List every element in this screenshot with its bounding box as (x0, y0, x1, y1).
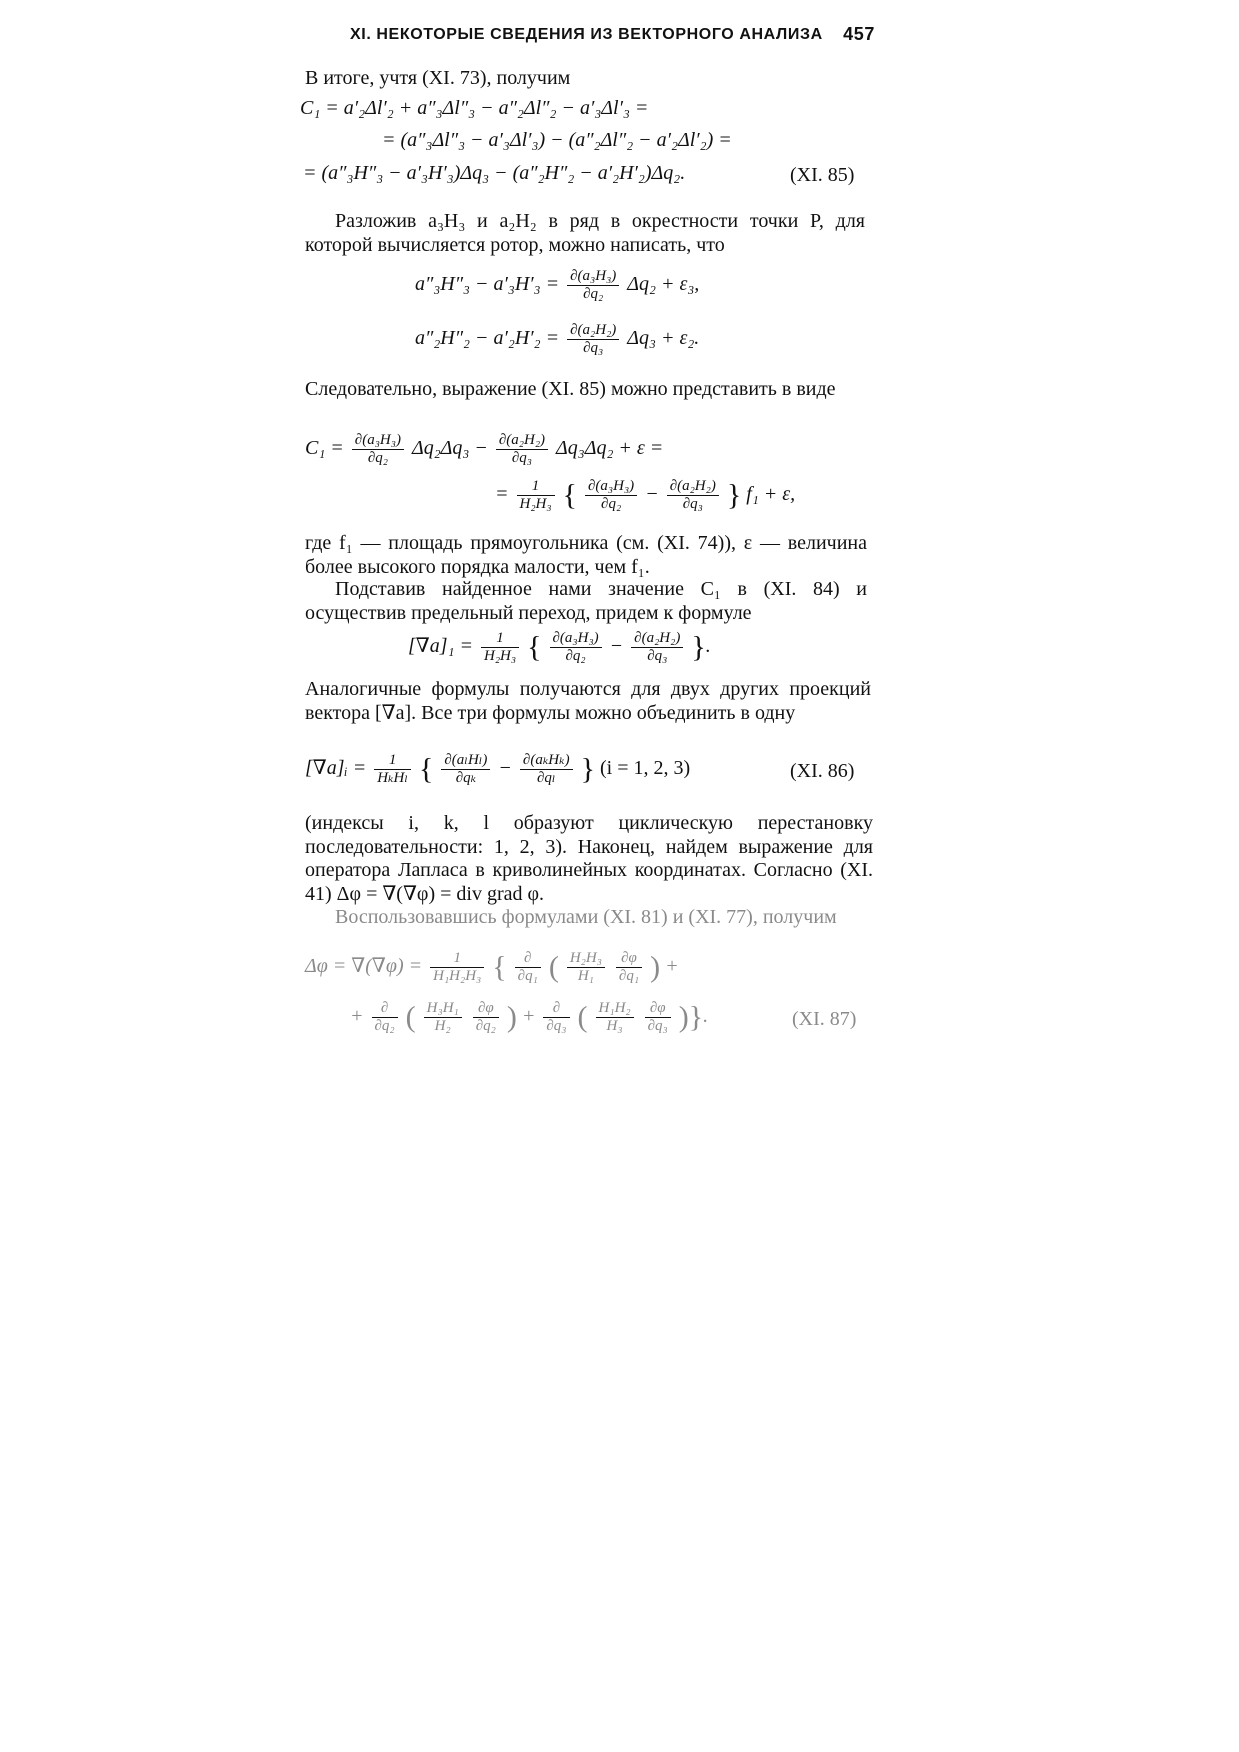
chapter-title: XI. НЕКОТОРЫЕ СВЕДЕНИЯ ИЗ ВЕКТОРНОГО АНАЛИЗА (350, 26, 823, 43)
equation-85-line-2: = (a″₃Δl″₃ − a′₃Δl′₃) − (a″₂Δl″₂ − a′₂Δl′₂) = (382, 129, 732, 151)
paragraph-substitution: Подставив найденное нами значение C₁ в (XI. 84) и осуществив предельный переход, придем к формуле (305, 578, 867, 624)
equation-87-line-2: + $\frac{\partial}{\text{∂q₂}}$ ( $\frac{\text{H₃H₁}}{\text{H₂}}$ $\frac{\partial\varphi}{\text{∂q₂}}$ ) + $\frac{\partial}{\text{∂q₃}}$ ( $\frac{\text{H₁H₂}}{\text{H₃}}$ $\frac{\partial\varphi}{\text{∂q₃}}$ )}. (350, 1000, 709, 1034)
equation-87-number: (XI. 87) (792, 1008, 857, 1030)
equation-a-right: Δq₂ + ε₃, (627, 273, 700, 296)
equation-85-line-3: = (a″₃H″₃ − a′₃H′₃)Δq₃ − (a″₂H″₂ − a′₂H′₂)Δq₂. (303, 162, 686, 184)
equation-86-number: (XI. 86) (790, 760, 855, 782)
running-header (350, 22, 875, 48)
equation-b-fraction: $\frac{\text{∂(a₂H₂)}}{\text{∂q₃}}$ (567, 322, 619, 357)
equation-a-left: a″₃H″₃ − a′₃H′₃ = (415, 273, 560, 296)
equation-b (415, 322, 699, 357)
equation-b-right: Δq₃ + ε₂. (627, 327, 700, 350)
intro-line: В итоге, учтя (XI. 73), получим (305, 67, 571, 89)
equation-a-fraction: $\frac{\text{∂(a₃H₃)}}{\text{∂q₂}}$ (567, 268, 619, 303)
equation-b-left: a″₂H″₂ − a′₂H′₂ = (415, 327, 560, 350)
equation-a (415, 268, 699, 303)
paragraph-using-formulas: Воспользовавшись формулами (XI. 81) и (XI. 77), получим (335, 906, 837, 928)
equation-85-number: (XI. 85) (790, 164, 855, 186)
paragraph-analogous: Аналогичные формулы получаются для двух других проекций вектора [∇a]. Все три формулы можно объединить в одну (305, 678, 871, 724)
equation-85-line-1: C₁ = a′₂Δl′₂ + a″₃Δl″₃ − a″₂Δl″₂ − a′₃Δl′₃ = (300, 97, 649, 119)
paragraph-therefore: Следовательно, выражение (XI. 85) можно представить в виде (305, 378, 836, 400)
equation-c-line-2: = $\frac{1}{\text{H₂H₃}}$ { $\frac{\text{∂(a₃H₃)}}{\text{∂q₂}}$ − $\frac{\text{∂(a₂H₂)}}{\text{∂q₃}}$ } f₁ + ε, (495, 478, 796, 512)
equation-c-line-1: C₁ = $\frac{\text{∂(a₃H₃)}}{\text{∂q₂}}$ Δq₂Δq₃ − $\frac{\text{∂(a₂H₂)}}{\text{∂q₃}}$ Δq₃Δq₂ + ε = (305, 432, 664, 466)
paragraph-area: где f₁ — площадь прямоугольника (см. (XI. 74)), ε — величина более высокого порядка малости, чем f₁. (305, 532, 867, 578)
equation-86: [∇a]ᵢ = $\frac{1}{\text{HₖHₗ}}$ { $\frac{\text{∂(aₗHₗ)}}{\text{∂qₖ}}$ − $\frac{\text{∂(aₖHₖ)}}{\text{∂qₗ}}$ } (i = 1, 2, 3) (305, 752, 691, 786)
paragraph-expansion: Разложив a₃H₃ и a₂H₂ в ряд в окрестности точки P, для которой вычисляется ротор, можно написать, что (305, 210, 865, 256)
equation-87-line-1: Δφ = ∇(∇φ) = $\frac{1}{\text{H₁H₂H₃}}$ { $\frac{\partial}{\text{∂q₁}}$ ( $\frac{\text{H₂H₃}}{\text{H₁}}$ $\frac{\partial\varphi}{\text{∂q₁}}$ ) + (305, 950, 679, 984)
page-number: 457 (843, 24, 875, 44)
paragraph-laplace: (индексы i, k, l образуют циклическую перестановку последовательности: 1, 2, 3). Наконец, найдем выражение для оператора Лапласа в криволинейных координатах. Согласно (XI. 41) Δφ = ∇(∇φ) = div grad φ. (305, 812, 873, 905)
equation-rot-1: [∇a]₁ = $\frac{1}{\text{H₂H₃}}$ { $\frac{\text{∂(a₃H₃)}}{\text{∂q₂}}$ − $\frac{\text{∂(a₂H₂)}}{\text{∂q₃}}$ }. (408, 630, 711, 664)
